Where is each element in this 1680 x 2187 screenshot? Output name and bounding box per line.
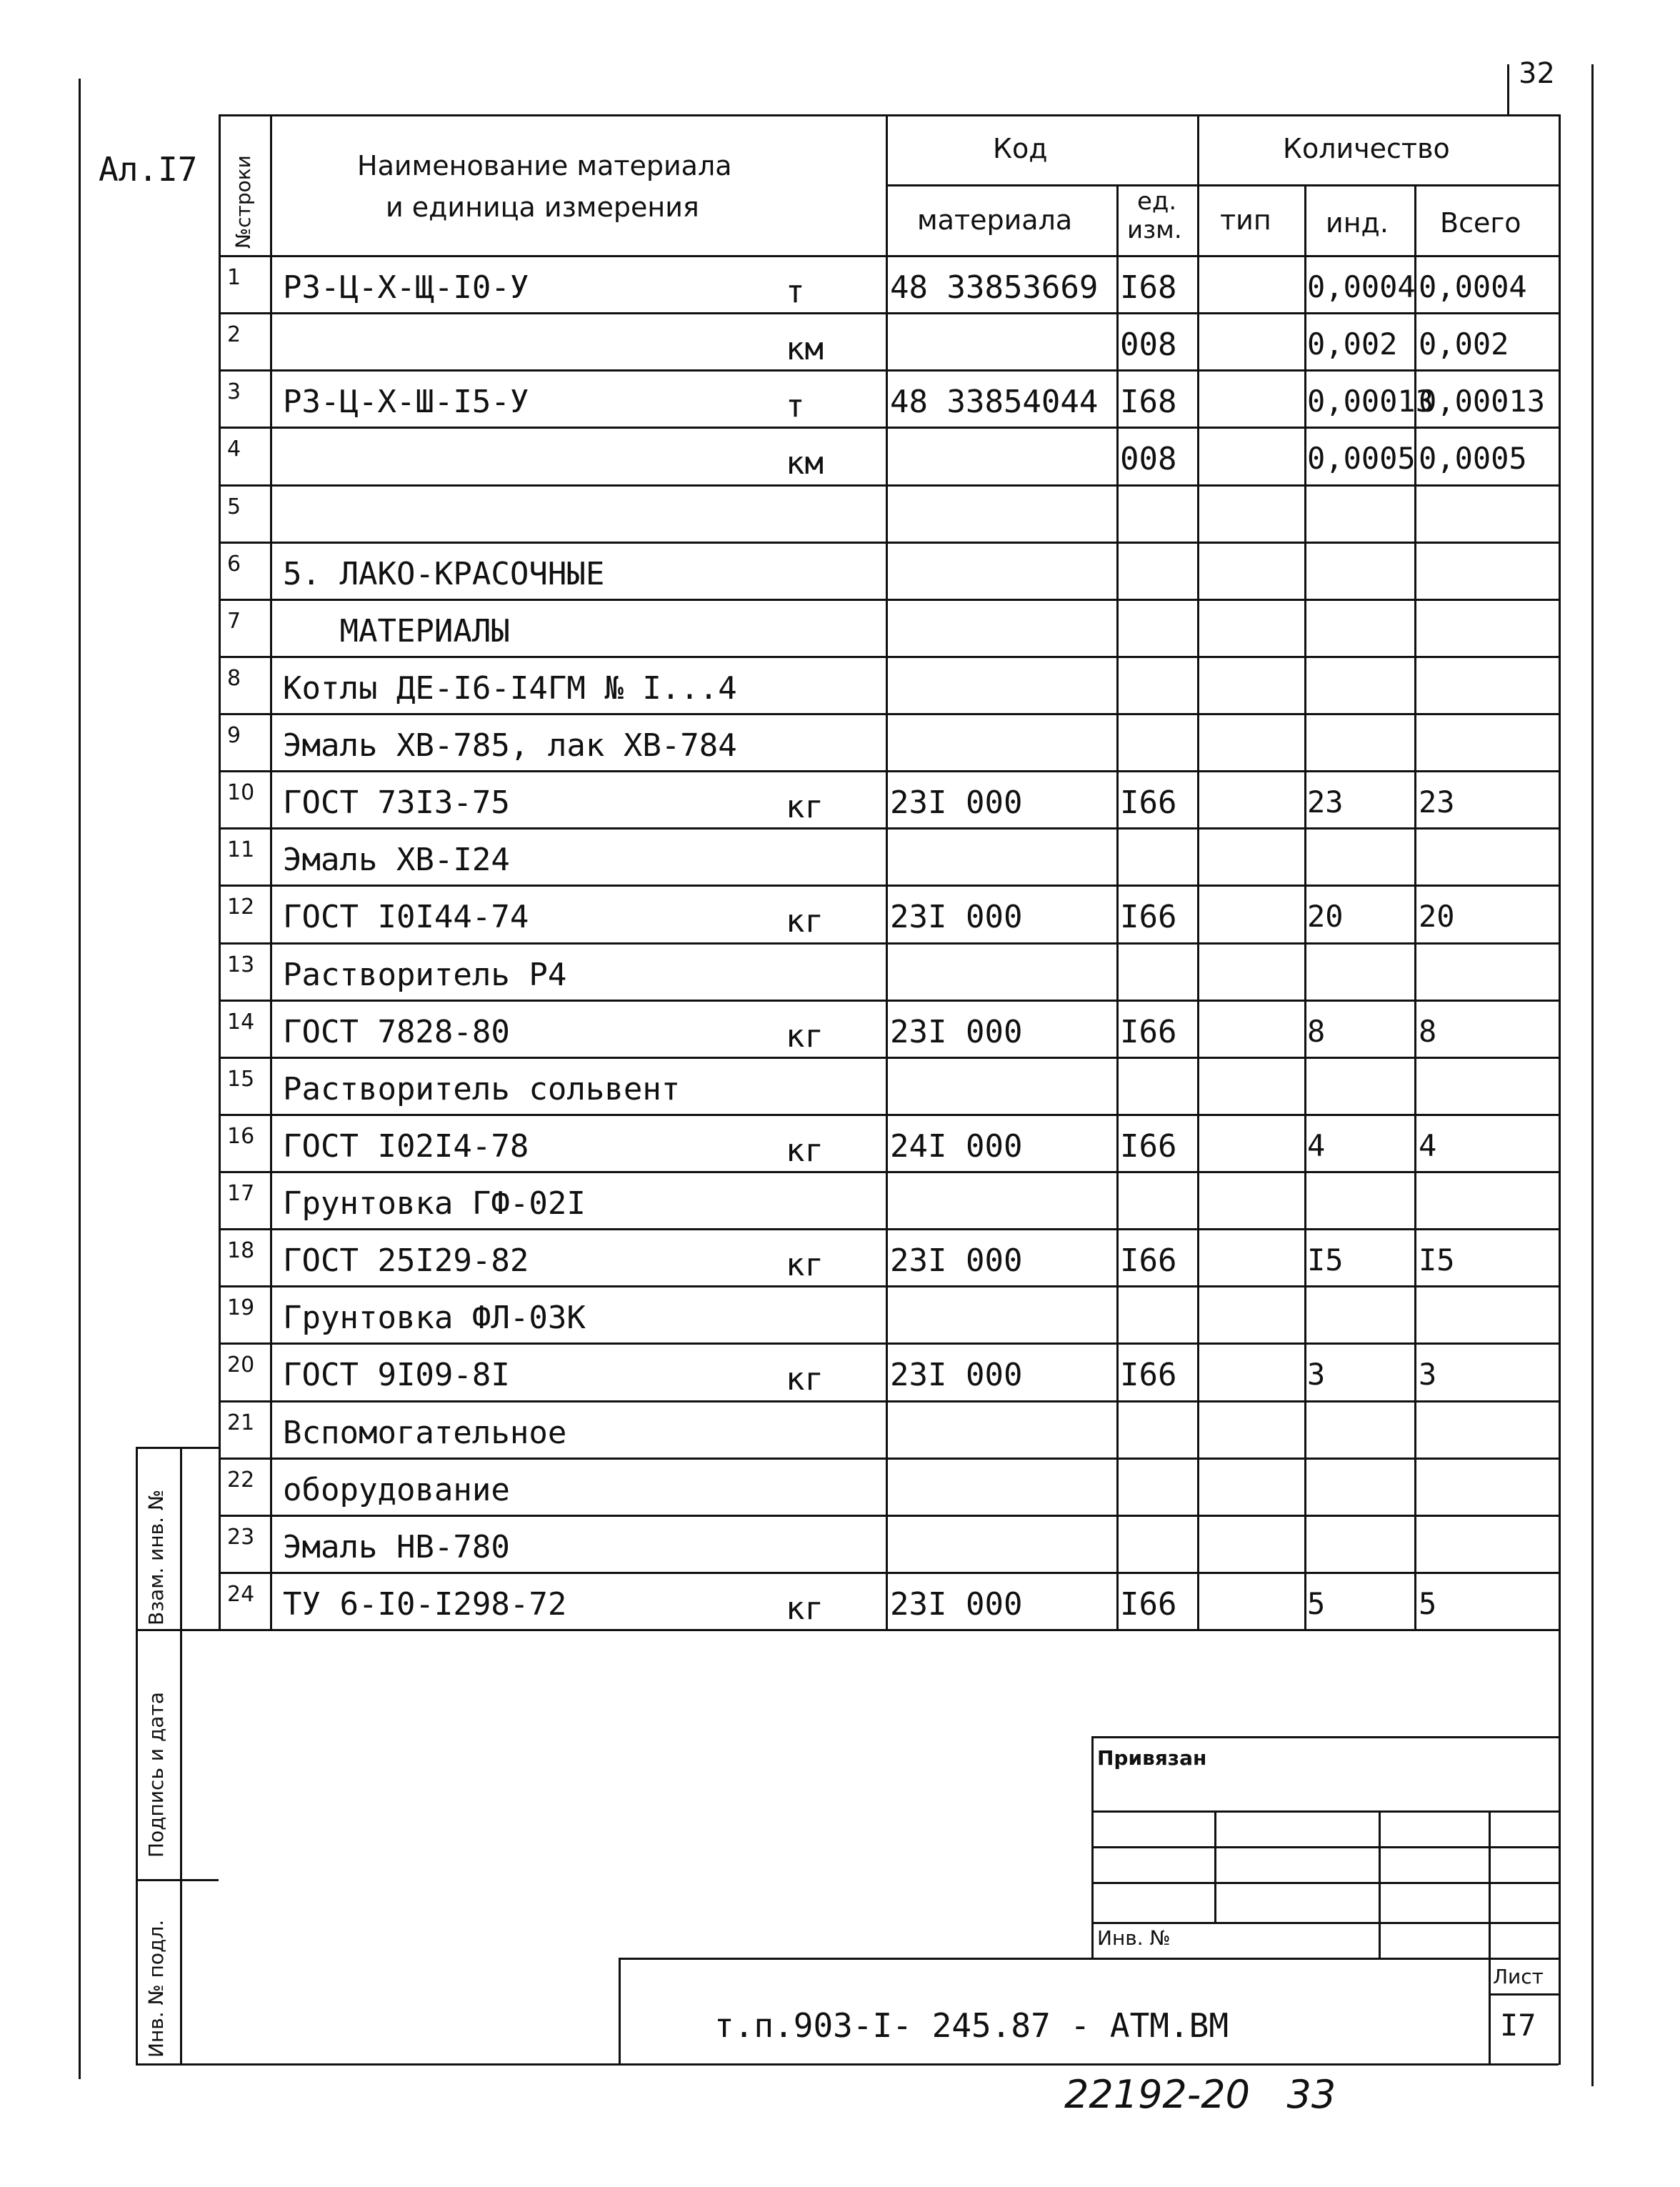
cell-code: 23I 000	[890, 1357, 1023, 1393]
cell-code: 23I 000	[890, 1014, 1023, 1050]
row-number: 19	[227, 1295, 255, 1320]
row-number: 4	[227, 437, 241, 462]
row-number: 22	[227, 1468, 255, 1493]
cell-ind: 0,002	[1307, 327, 1398, 362]
row-number: 16	[227, 1124, 255, 1149]
cell-name: ГОСТ 9I09-8I	[283, 1357, 510, 1393]
header-code: Код	[993, 133, 1048, 164]
row-number: 24	[227, 1582, 255, 1607]
cell-total: 8	[1419, 1014, 1437, 1049]
cell-name: Эмаль НВ-780	[283, 1529, 510, 1565]
margin-label: Ал.I7	[99, 150, 198, 189]
row-divider	[219, 713, 1559, 715]
row-number: 8	[227, 666, 241, 691]
row-divider	[219, 827, 1559, 830]
stamp-privyazan: Привязан	[1097, 1746, 1207, 1770]
cell-unit: км	[786, 445, 824, 482]
cell-ind: 5	[1307, 1586, 1326, 1621]
row-divider	[219, 599, 1559, 601]
cell-unit: кг	[786, 789, 824, 825]
cell-ed: I66	[1120, 899, 1177, 935]
cell-ed: I66	[1120, 1242, 1177, 1279]
cell-code: 48 33853669	[890, 269, 1099, 306]
row-divider	[219, 770, 1559, 772]
cell-name: оборудование	[283, 1472, 510, 1508]
row-number: 23	[227, 1525, 255, 1550]
frame-bottom-border	[136, 2063, 1559, 2066]
header-total: Всего	[1440, 207, 1521, 239]
side-label-podpis: Подпись и дата	[144, 1692, 168, 1858]
cell-unit: кг	[786, 1361, 824, 1398]
cell-code: 23I 000	[890, 1242, 1023, 1279]
row-divider	[219, 1285, 1559, 1287]
cell-total: 0,0005	[1419, 441, 1527, 476]
row-number: 2	[227, 322, 241, 347]
header-quantity: Количество	[1283, 133, 1450, 164]
cell-name: Растворитель сольвент	[283, 1071, 681, 1107]
cell-code: 48 33854044	[890, 384, 1099, 420]
cell-ind: 20	[1307, 899, 1344, 934]
row-number: 20	[227, 1352, 255, 1378]
cell-ind: 8	[1307, 1014, 1326, 1049]
row-divider	[219, 885, 1559, 887]
side-strip-right	[180, 1447, 182, 2065]
row-divider	[219, 1572, 1559, 1574]
cell-total: 20	[1419, 899, 1455, 934]
header-unit-line2: изм.	[1127, 216, 1182, 244]
cell-name: ГОСТ 25I29-82	[283, 1242, 529, 1279]
cell-ed: I66	[1120, 784, 1177, 821]
header-ind: инд.	[1326, 207, 1389, 239]
row-divider	[219, 542, 1559, 544]
cell-name: ГОСТ I02I4-78	[283, 1128, 529, 1165]
row-divider	[219, 1342, 1559, 1345]
cell-ed: I66	[1120, 1128, 1177, 1165]
cell-total: 0,0004	[1419, 269, 1527, 304]
row-divider	[219, 312, 1559, 314]
row-number: 5	[227, 494, 241, 519]
outer-left-border	[79, 79, 81, 2079]
header-type: тип	[1220, 204, 1271, 236]
cell-unit: т	[786, 388, 805, 424]
cell-name: Котлы ДЕ-I6-I4ГМ № I...4	[283, 670, 737, 707]
row-divider	[219, 484, 1559, 487]
cell-unit: кг	[786, 903, 824, 940]
row-number: 14	[227, 1010, 255, 1035]
cell-ed: I68	[1120, 269, 1177, 306]
row-divider	[219, 1057, 1559, 1059]
row-number: 7	[227, 609, 241, 634]
cell-ed: I66	[1120, 1586, 1177, 1623]
cell-code: 23I 000	[890, 784, 1023, 821]
cell-unit: кг	[786, 1247, 824, 1283]
row-divider	[219, 1228, 1559, 1230]
cell-total: 23	[1419, 784, 1455, 819]
row-number: 18	[227, 1238, 255, 1263]
cell-ind: 3	[1307, 1357, 1326, 1392]
stamp-list-value: I7	[1500, 2008, 1536, 2043]
cell-name: ГОСТ I0I44-74	[283, 899, 529, 935]
cell-ed: 008	[1120, 327, 1177, 363]
row-number: 1	[227, 265, 241, 290]
header-row-no: №строки	[231, 155, 255, 249]
cell-total: 5	[1419, 1586, 1437, 1621]
cell-unit: км	[786, 331, 824, 367]
stamp-doc-code: т.п.903-I- 245.87 - АТМ.ВМ	[714, 2006, 1229, 2045]
side-label-vzam: Взам. инв. №	[144, 1489, 168, 1625]
cell-total: 0,00013	[1419, 384, 1546, 419]
header-name-line2: и единица измерения	[386, 191, 699, 223]
cell-unit: т	[786, 274, 805, 310]
table-bottom-border	[136, 1629, 1559, 1631]
cell-name: Вспомогательное	[283, 1415, 567, 1451]
row-divider	[219, 1114, 1559, 1116]
row-divider	[219, 942, 1559, 945]
cell-ind: 0,0004	[1307, 269, 1416, 304]
cell-name: ГОСТ 73I3-75	[283, 784, 510, 821]
row-number: 10	[227, 780, 255, 805]
cell-total: 4	[1419, 1128, 1437, 1163]
cell-ind: 0,00013	[1307, 384, 1434, 419]
row-number: 12	[227, 895, 255, 920]
cell-total: I5	[1419, 1242, 1455, 1277]
header-unit-line1: ед.	[1137, 187, 1177, 216]
cell-code: 23I 000	[890, 1586, 1023, 1623]
side-label-inv-podl: Инв. № подл.	[144, 1919, 168, 2058]
row-number: 9	[227, 723, 241, 748]
cell-name: МАТЕРИАЛЫ	[283, 613, 510, 649]
row-divider	[219, 427, 1559, 429]
cell-name: Эмаль ХВ-I24	[283, 842, 510, 878]
table-top-border	[219, 114, 1559, 116]
page-number-divider	[1507, 64, 1509, 114]
side-strip-left	[136, 1447, 138, 2065]
header-name-line1: Наименование материала	[357, 150, 732, 181]
row-number: 3	[227, 379, 241, 404]
cell-total: 0,002	[1419, 327, 1509, 362]
cell-name: РЗ-Ц-Х-Ш-I5-У	[283, 384, 529, 420]
cell-name: ГОСТ 7828-80	[283, 1014, 510, 1050]
row-divider	[219, 1458, 1559, 1460]
cell-name: РЗ-Ц-Х-Щ-I0-У	[283, 269, 529, 306]
cell-ind: 0,0005	[1307, 441, 1416, 476]
cell-ind: 23	[1307, 784, 1344, 819]
stamp-inv-no: Инв. №	[1097, 1926, 1171, 1950]
row-divider	[219, 656, 1559, 658]
cell-ind: 4	[1307, 1128, 1326, 1163]
row-number: 21	[227, 1410, 255, 1435]
row-number: 6	[227, 552, 241, 577]
cell-ed: I68	[1120, 384, 1177, 420]
cell-ed: I66	[1120, 1014, 1177, 1050]
header-material: материала	[917, 204, 1073, 236]
row-number: 13	[227, 952, 255, 977]
cell-unit: кг	[786, 1132, 824, 1169]
cell-ind: I5	[1307, 1242, 1344, 1277]
cell-name: ТУ 6-I0-I298-72	[283, 1586, 567, 1623]
row-divider	[219, 369, 1559, 372]
row-divider	[219, 1000, 1559, 1002]
cell-ed: 008	[1120, 441, 1177, 477]
cell-name: Эмаль ХВ-785, лак ХВ-784	[283, 727, 737, 764]
row-number: 15	[227, 1067, 255, 1092]
cell-name: Грунтовка ФЛ-03К	[283, 1300, 586, 1336]
page-number-top: 32	[1519, 57, 1555, 90]
cell-unit: кг	[786, 1018, 824, 1055]
table-right-border	[1559, 114, 1561, 2065]
cell-total: 3	[1419, 1357, 1437, 1392]
outer-right-border	[1591, 64, 1594, 2086]
cell-code: 24I 000	[890, 1128, 1023, 1165]
row-number: 11	[227, 837, 255, 862]
row-divider	[219, 1171, 1559, 1173]
row-divider	[219, 1400, 1559, 1403]
cell-ed: I66	[1120, 1357, 1177, 1393]
stamp-list-label: Лист	[1493, 1965, 1544, 1988]
cell-name: 5. ЛАКО-КРАСОЧНЫЕ	[283, 556, 605, 592]
cell-name: Грунтовка ГФ-02I	[283, 1185, 586, 1222]
bottom-handwritten-number: 22192-20 33	[1064, 2072, 1336, 2117]
cell-unit: кг	[786, 1590, 824, 1627]
row-divider	[219, 1515, 1559, 1517]
row-number: 17	[227, 1181, 255, 1206]
cell-name: Растворитель Р4	[283, 957, 567, 993]
cell-code: 23I 000	[890, 899, 1023, 935]
